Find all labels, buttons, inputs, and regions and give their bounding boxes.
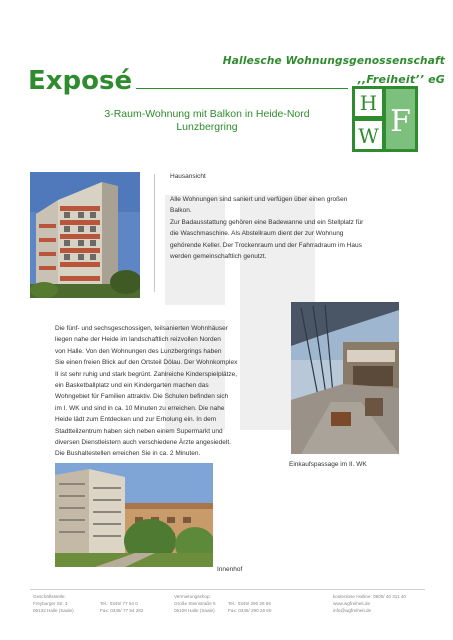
neighborhood-description	[55, 323, 287, 460]
listing-location: Lunzbergring	[176, 121, 238, 133]
neighborhood-line: diversen Dienstleistern auch verschiedene Ärzte angesiedelt.	[55, 439, 231, 447]
description-line: werden gemeinschaftlich genutzt.	[170, 253, 267, 261]
footer-hotline	[333, 593, 406, 614]
listing-title: 3-Raum-Wohnung mit Balkon in Heide-Nord	[104, 108, 310, 120]
logo-letter-f: F	[390, 104, 411, 139]
courtyard-photo	[55, 463, 213, 567]
footer-text: Fax: 0345/ 77 54 292	[100, 608, 144, 613]
neighborhood-line: II ist sehr ruhig und stark begrünt. Zahlreiche Kinderspielplätze,	[55, 370, 238, 378]
building-facade-photo	[30, 172, 140, 298]
header-divider	[136, 88, 348, 89]
expose-title: Exposé	[28, 66, 133, 96]
footer-divider	[30, 589, 425, 590]
description-line: die Waschmaschine. Als Abstellraum dient der zur Wohnung	[170, 230, 344, 238]
neighborhood-line: Sie einen freien Blick auf den Ortsteil Dölau. Der Wohnkomplex	[55, 359, 238, 367]
courtyard-caption: Innenhof	[217, 566, 243, 573]
cooperative-name-line1: Hallesche Wohnungsgenossenschaft	[222, 55, 445, 67]
footer-email-link[interactable]: info@wgfreiheit.de	[333, 608, 372, 613]
neighborhood-line: Heide lädt zum Entdecken und zur Erholung ein. In dem	[55, 416, 217, 424]
footer-text	[100, 593, 143, 600]
footer-text	[228, 593, 271, 600]
neighborhood-line: von Halle. Von den Wohnungen des Lunzbergrings haben	[55, 347, 222, 355]
description-line: Balkon.	[170, 207, 192, 215]
text-divider	[154, 174, 155, 292]
neighborhood-line: Wohngebiet für Familien attraktiv. Die Schulen befinden sich	[55, 393, 229, 401]
neighborhood-line: liegen nahe der Heide im landschaftlich reizvollen Norden	[55, 336, 221, 344]
cooperative-name-line2: ,,Freiheit’’ eG	[357, 73, 445, 86]
footer-text: Geschäftsstelle:	[33, 594, 66, 599]
footer-text: Tel.: 0345/ 290 26 66	[228, 601, 271, 606]
logo-letter-h: H	[359, 91, 378, 115]
passage-caption: Einkaufspassage im II. WK	[289, 461, 367, 468]
neighborhood-line: im I. WK und sind in ca. 10 Minuten zu erreichen. Die nahe	[55, 404, 225, 412]
neighborhood-line: Stadtteilzentrum haben sich neben einem Supermarkt und	[55, 427, 223, 435]
neighborhood-line: ein Basketballplatz und ein Kindergarten machen das	[55, 382, 209, 390]
footer-shop	[174, 593, 216, 614]
footer-text: Vermietungsshop:	[174, 594, 211, 599]
footer-text: 06132 Halle (Saale)	[33, 608, 74, 613]
shopping-passage-photo	[291, 302, 399, 454]
footer-text: Tel.: 0345/ 77 54 0	[100, 601, 138, 606]
facade-caption: Hausansicht	[170, 173, 206, 180]
footer-text: Fax: 0345/ 290 26 60	[228, 608, 272, 613]
neighborhood-line: Die fünf- und sechsgeschossigen, teilsanierten Wohnhäuser	[55, 325, 228, 332]
footer-website-link[interactable]: www.wgfreiheit.de	[333, 601, 371, 606]
logo-letter-w: W	[358, 124, 379, 148]
footer-hotline-text: kostenlose Hotline: 0800/ 40 311 40	[333, 594, 406, 599]
footer-text: 06108 Halle (Saale)	[174, 608, 215, 613]
footer-office-contact	[100, 593, 143, 614]
apartment-description	[170, 194, 410, 262]
description-line: Alle Wohnungen sind saniert und verfügen über einen großen	[170, 196, 348, 203]
hwf-logo	[352, 86, 418, 152]
description-line: gehörende Keller. Der Trockenraum und der Fahrradraum im Haus	[170, 241, 362, 249]
footer-shop-contact	[228, 593, 271, 614]
footer-text: Große Steinstraße 5	[174, 601, 216, 606]
footer-office	[33, 593, 74, 614]
neighborhood-line: Die Bushaltestellen erreichen Sie in ca. 2 Minuten.	[55, 450, 201, 458]
description-line: Zur Badausstattung gehören eine Badewanne und ein Stellplatz für	[170, 218, 364, 226]
footer-text: Freyburger Str. 3	[33, 601, 68, 606]
